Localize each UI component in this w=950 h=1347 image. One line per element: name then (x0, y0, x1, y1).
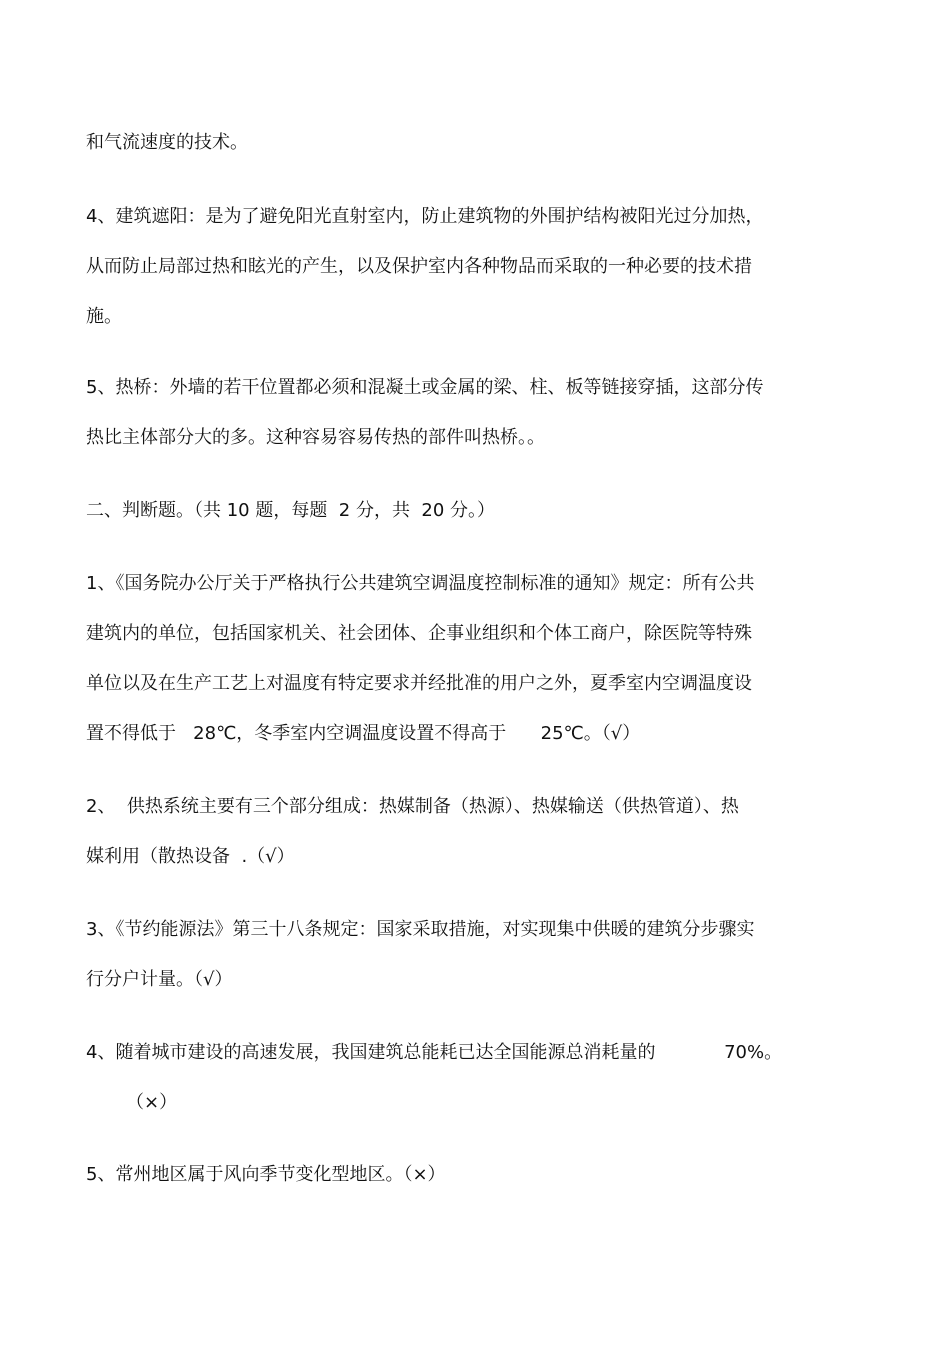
text-line-8: 1、《国务院办公厅关于严格执行公共建筑空调温度控制标准的通知》规定：所有公共 (86, 573, 755, 594)
text-line-18: 5、常州地区属于风向季节变化型地区。（×） (86, 1164, 446, 1185)
text-line-9: 建筑内的单位，包括国家机关、社会团体、企事业组织和个体工商户，除医院等特殊 (86, 623, 752, 644)
text-line-13: 媒利用（散热设备 .（√） (86, 846, 295, 867)
section-heading: 二、判断题。（共 10 题，每题 2 分，共 20 分。） (86, 500, 496, 521)
text-line-10: 单位以及在生产工艺上对温度有特定要求并经批准的用户之外，夏季室内空调温度设 (86, 673, 752, 694)
text-line-2: 4、建筑遮阳：是为了避免阳光直射室内，防止建筑物的外围护结构被阳光过分加热， (86, 206, 764, 227)
text-line-14: 3、《节约能源法》第三十八条规定：国家采取措施，对实现集中供暖的建筑分步骤实 (86, 919, 755, 940)
text-line-16: 4、随着城市建设的高速发展，我国建筑总能耗已达全国能源总消耗量的 70%。 (86, 1042, 783, 1063)
text-line-15: 行分户计量。（√） (86, 969, 233, 990)
text-line-6: 热比主体部分大的多。这种容易容易传热的部件叫热桥。。 (86, 427, 545, 448)
text-line-11: 置不得低于 28℃，冬季室内空调温度设置不得高于 25℃。（√） (86, 723, 641, 744)
text-line-4: 施。 (86, 306, 122, 327)
text-line-1: 和气流速度的技术。 (86, 132, 248, 153)
text-line-5: 5、热桥：外墙的若干位置都必须和混凝土或金属的梁、柱、板等链接穿插，这部分传 (86, 377, 764, 398)
text-line-3: 从而防止局部过热和眩光的产生，以及保护室内各种物品而采取的一种必要的技术措 (86, 256, 752, 277)
text-line-12: 2、 供热系统主要有三个部分组成：热媒制备（热源）、热媒输送（供热管道）、热 (86, 796, 739, 817)
text-line-17: （×） (126, 1092, 178, 1113)
